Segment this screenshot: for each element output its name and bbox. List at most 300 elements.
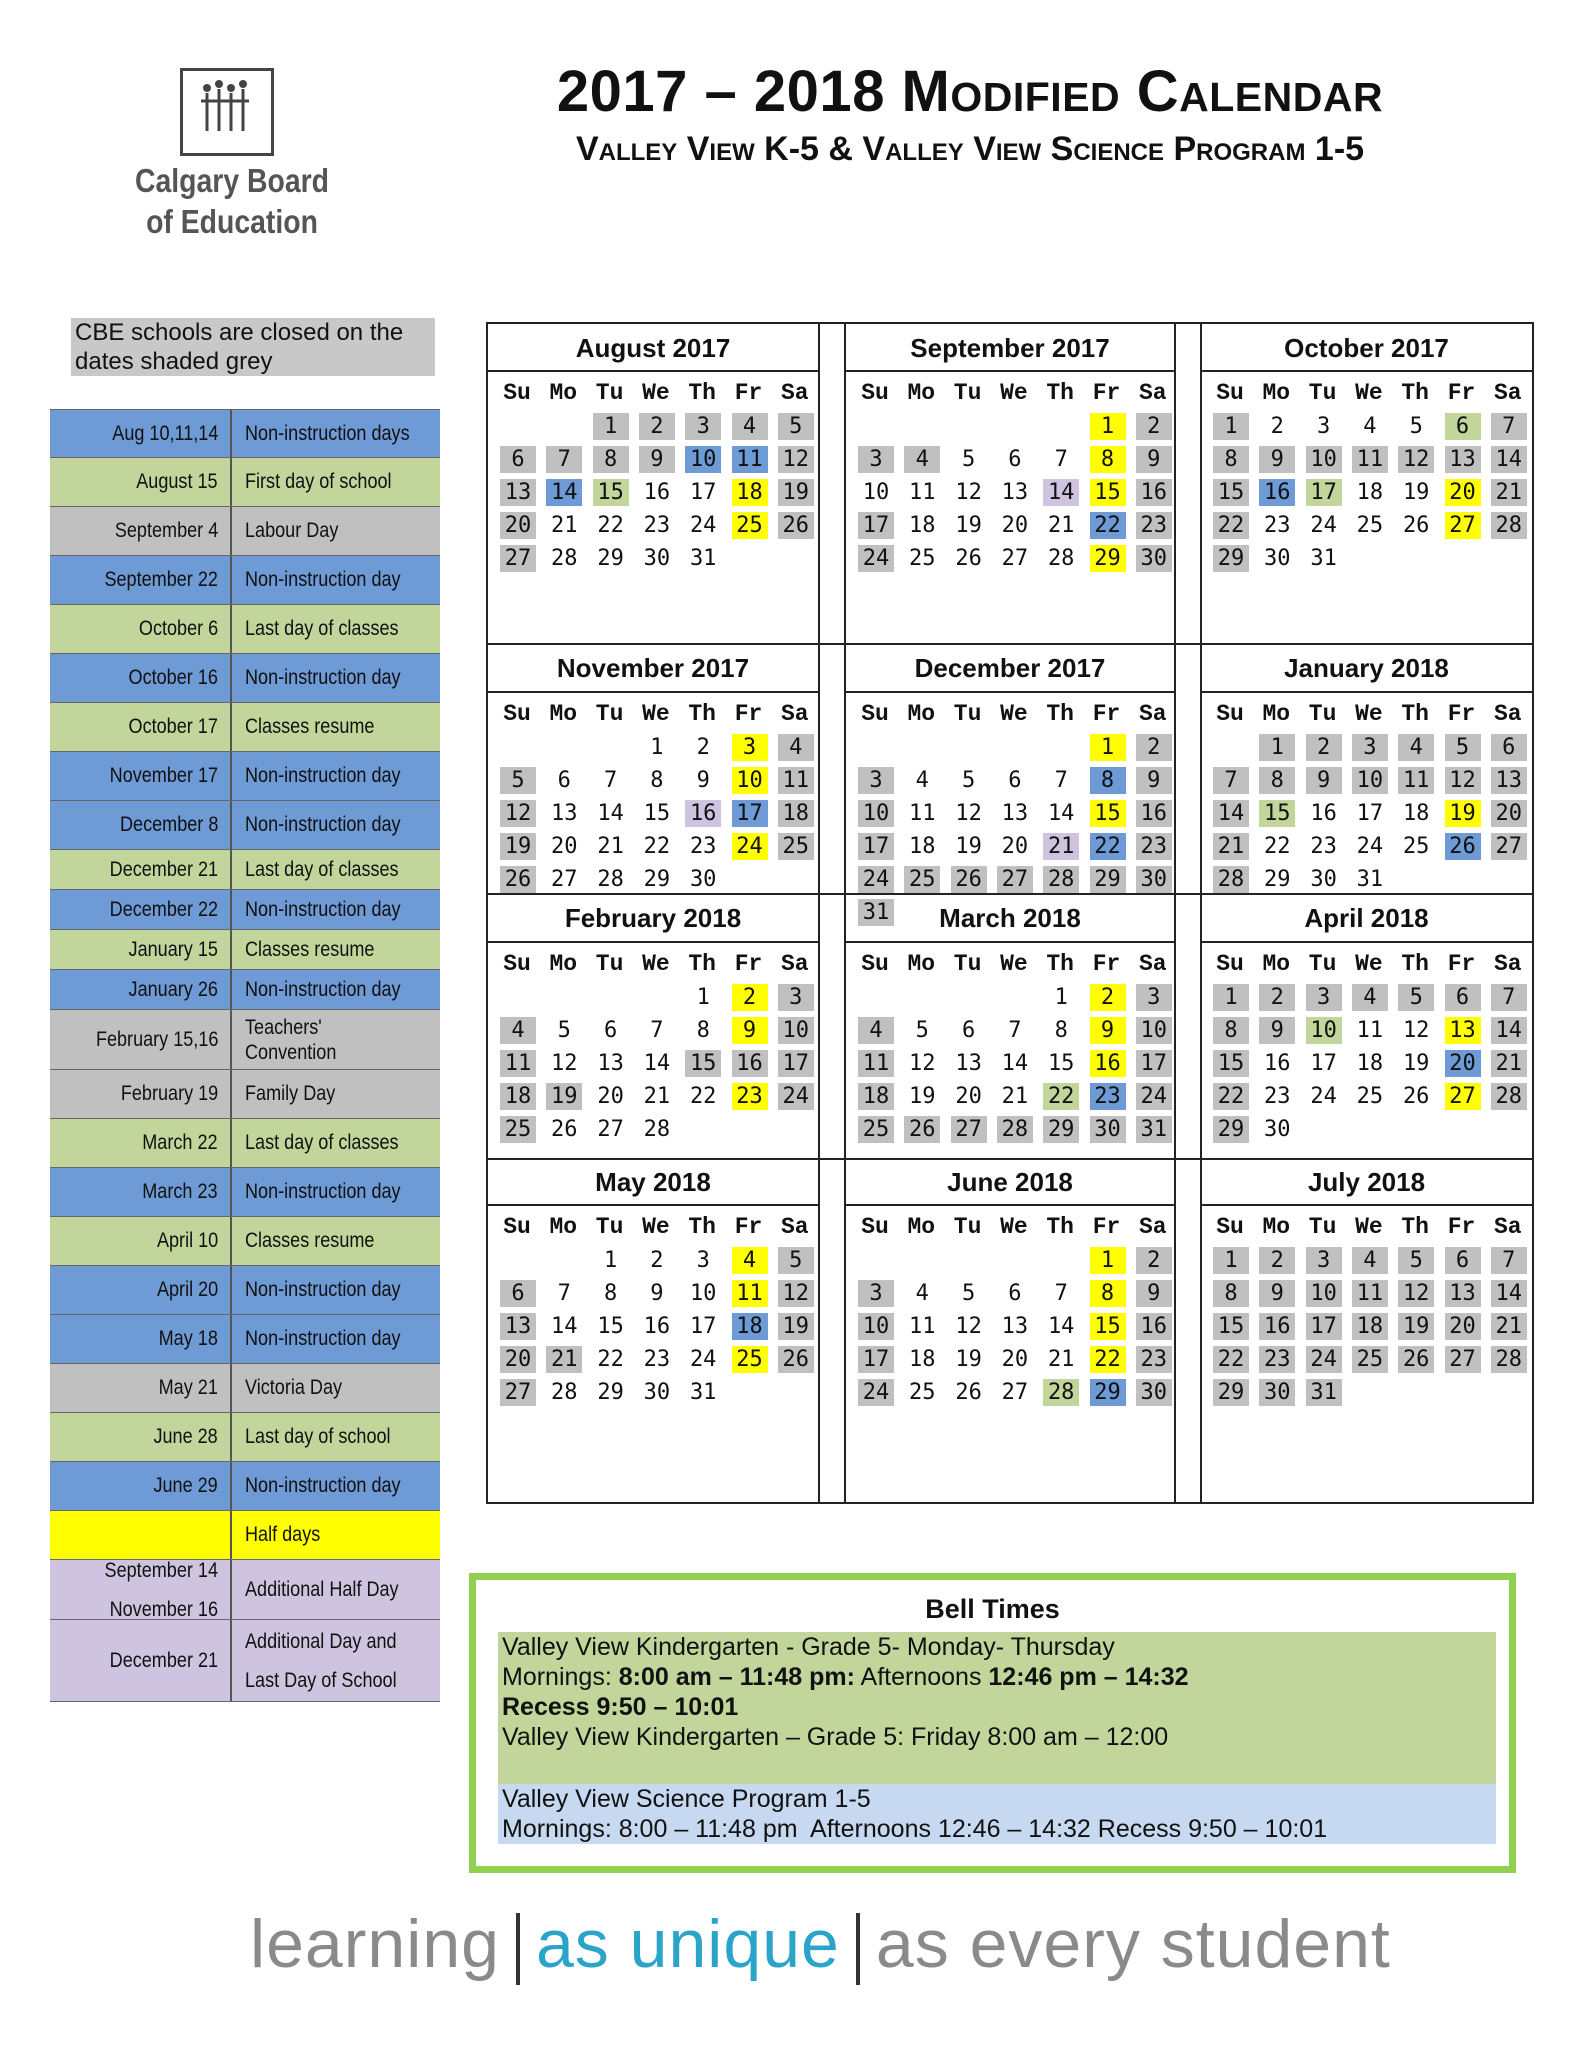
bell-times-title: Bell Times xyxy=(925,1594,1060,1624)
day-cell: 28 xyxy=(1043,1379,1079,1406)
day-cell: 3 xyxy=(778,984,814,1011)
legend-date-text: September 4 xyxy=(114,519,218,542)
weekday-label: We xyxy=(1355,380,1383,406)
day-cell: 14 xyxy=(546,479,582,506)
day-cell: 24 xyxy=(1310,1084,1337,1109)
day-cell: 28 xyxy=(1491,512,1527,539)
day-cell: 8 xyxy=(1090,1280,1126,1307)
legend-event-text: Last day of school xyxy=(245,1425,391,1448)
weekday-label: Th xyxy=(1046,701,1074,727)
legend-row xyxy=(50,703,440,752)
day-cell: 13 xyxy=(500,1313,536,1340)
legend-date-text: May 21 xyxy=(158,1376,218,1399)
legend-event xyxy=(232,556,440,604)
day-cell: 30 xyxy=(1264,546,1291,571)
day-cell: 28 xyxy=(1043,866,1079,893)
legend-row xyxy=(50,1070,440,1119)
day-cell: 22 xyxy=(1213,1083,1249,1110)
day-cell: 2 xyxy=(1259,1247,1295,1274)
day-cell: 16 xyxy=(685,800,721,827)
legend-date-text: April 10 xyxy=(156,1229,218,1252)
day-cell: 21 xyxy=(1047,1347,1075,1372)
day-cell: 7 xyxy=(557,1281,571,1306)
day-cell: 29 xyxy=(1213,545,1249,572)
day-cell: 22 xyxy=(1090,512,1126,539)
day-cell: 19 xyxy=(955,513,982,538)
day-cell: 20 xyxy=(500,1346,536,1373)
day-cell: 10 xyxy=(1306,1017,1342,1044)
day-cell: 22 xyxy=(1043,1083,1079,1110)
month-title: June 2018 xyxy=(846,1158,1174,1206)
day-cell: 8 xyxy=(1213,1017,1249,1044)
weekday-label: Su xyxy=(503,701,531,727)
day-cell: 27 xyxy=(997,866,1033,893)
day-cell: 18 xyxy=(778,800,814,827)
day-cell: 7 xyxy=(650,1018,664,1043)
day-cell: 17 xyxy=(1306,1313,1342,1340)
legend-date xyxy=(50,1168,232,1216)
weekday-label: Mo xyxy=(549,951,578,977)
day-cell: 10 xyxy=(1136,1017,1172,1044)
day-cell: 4 xyxy=(1352,984,1388,1011)
day-cell: 1 xyxy=(603,1248,618,1273)
legend-row xyxy=(50,752,440,801)
day-cell: 1 xyxy=(1259,734,1295,761)
day-cell: 23 xyxy=(1264,1084,1291,1109)
day-cell: 19 xyxy=(909,1084,936,1109)
legend-row xyxy=(50,1217,440,1266)
bell-k5-friday: Valley View Kindergarten – Grade 5: Friday 8:00 am – 12:00 xyxy=(502,1723,1169,1751)
weekday-label: Sa xyxy=(1493,380,1522,406)
weekday-label: Su xyxy=(1216,380,1244,406)
legend-date-text: May 18 xyxy=(158,1327,218,1350)
month-title: April 2018 xyxy=(1201,893,1532,943)
day-cell: 14 xyxy=(1047,1314,1075,1339)
legend-date xyxy=(50,850,232,889)
day-cell: 30 xyxy=(643,1380,671,1405)
day-cell: 11 xyxy=(909,1314,936,1339)
legend-event xyxy=(232,1010,440,1069)
day-cell: 4 xyxy=(732,413,768,440)
bell-k5-line1: Valley View Kindergarten - Grade 5- Monday- Thursday xyxy=(502,1633,1115,1661)
legend-event-text: Non-instruction day xyxy=(245,977,401,1001)
day-cell: 22 xyxy=(597,1347,624,1372)
legend-date-text: March 22 xyxy=(142,1131,218,1154)
closed-note: CBE schools are closed on the dates shaded grey xyxy=(71,318,435,376)
day-cell: 24 xyxy=(778,1083,814,1110)
legend-event-text: Additional Day and Last Day of School xyxy=(245,1629,397,1692)
day-cell: 13 xyxy=(1491,767,1527,794)
day-cell: 18 xyxy=(1356,1051,1384,1076)
day-cell: 23 xyxy=(643,513,671,538)
day-cell: 20 xyxy=(597,1084,624,1109)
day-cell: 26 xyxy=(1445,833,1481,860)
legend-date xyxy=(50,1070,232,1118)
weekday-label: Tu xyxy=(953,380,982,406)
legend-event-text: Classes resume xyxy=(245,715,375,738)
day-cell: 8 xyxy=(1054,1018,1068,1043)
day-cell: 30 xyxy=(1136,1379,1172,1406)
day-cell: 16 xyxy=(732,1050,768,1077)
day-cell: 7 xyxy=(1054,768,1068,793)
day-cell: 25 xyxy=(909,546,936,571)
day-cell: 23 xyxy=(1264,513,1291,538)
weekday-label: Th xyxy=(688,951,716,977)
day-cell: 4 xyxy=(778,734,814,761)
day-cell: 20 xyxy=(1445,1313,1481,1340)
day-cell: 23 xyxy=(1136,833,1172,860)
day-cell: 18 xyxy=(732,479,768,506)
legend-date xyxy=(50,930,232,969)
day-cell: 29 xyxy=(1043,1116,1079,1143)
day-cell: 11 xyxy=(732,1280,768,1307)
day-cell: 19 xyxy=(1398,1313,1434,1340)
day-cell: 3 xyxy=(1352,734,1388,761)
weekday-label: We xyxy=(1000,1214,1028,1240)
legend-row xyxy=(50,1364,440,1413)
day-cell: 9 xyxy=(1259,1017,1295,1044)
day-cell: 25 xyxy=(1402,834,1430,859)
legend-date xyxy=(50,1315,232,1363)
weekday-label: Th xyxy=(1046,951,1074,977)
weekday-label: We xyxy=(642,951,670,977)
day-cell: 7 xyxy=(1491,1247,1527,1274)
month-calendar xyxy=(1201,643,1532,893)
day-cell: 15 xyxy=(1090,800,1126,827)
day-cell: 31 xyxy=(1310,546,1337,571)
day-cell: 26 xyxy=(1398,1346,1434,1373)
weekday-label: Fr xyxy=(1447,1214,1476,1240)
legend-date-text: April 20 xyxy=(156,1278,218,1301)
weekday-label: Mo xyxy=(1262,951,1291,977)
day-cell: 5 xyxy=(557,1018,571,1043)
legend-date-text: October 16 xyxy=(128,666,218,689)
legend-date xyxy=(50,605,232,653)
legend-event xyxy=(232,458,440,506)
month-calendar xyxy=(846,893,1174,1158)
legend-event xyxy=(232,1266,440,1314)
day-cell: 2 xyxy=(650,1248,664,1273)
day-cell: 17 xyxy=(689,480,717,505)
grid-divider xyxy=(818,324,820,1502)
weekday-label: We xyxy=(1000,701,1028,727)
weekday-label: Tu xyxy=(595,1214,624,1240)
day-cell: 20 xyxy=(955,1084,982,1109)
legend-event-text: Non-instruction day xyxy=(245,813,401,836)
month-calendar xyxy=(846,1158,1174,1450)
day-cell: 28 xyxy=(1491,1346,1527,1373)
day-cell: 7 xyxy=(1054,447,1068,472)
day-cell: 26 xyxy=(1402,1084,1430,1109)
day-cell: 9 xyxy=(1136,1280,1172,1307)
day-cell: 19 xyxy=(778,1313,814,1340)
weekday-label: Fr xyxy=(734,951,763,977)
day-cell: 20 xyxy=(1001,1347,1029,1372)
day-cell: 4 xyxy=(915,1281,929,1306)
legend-row xyxy=(50,801,440,850)
legend-event-text: Family Day xyxy=(245,1082,336,1105)
day-cell: 9 xyxy=(1090,1017,1126,1044)
day-cell: 12 xyxy=(1445,767,1481,794)
bell-k5-line2 xyxy=(502,1662,1496,1692)
day-cell: 5 xyxy=(915,1018,929,1043)
day-cell: 31 xyxy=(1306,1379,1342,1406)
weekday-label: Mo xyxy=(549,380,578,406)
day-cell: 30 xyxy=(1259,1379,1295,1406)
day-cell: 11 xyxy=(1398,767,1434,794)
day-cell: 4 xyxy=(858,1017,894,1044)
day-cell: 25 xyxy=(909,1380,936,1405)
day-cell: 14 xyxy=(1491,1017,1527,1044)
day-cell: 5 xyxy=(500,767,536,794)
month-calendar xyxy=(488,643,818,893)
day-cell: 9 xyxy=(1259,446,1295,473)
legend-event xyxy=(232,1620,440,1701)
day-cell: 9 xyxy=(696,768,710,793)
day-cell: 17 xyxy=(778,1050,814,1077)
day-cell: 31 xyxy=(1356,867,1384,892)
day-cell: 10 xyxy=(732,767,768,794)
day-cell: 17 xyxy=(858,512,894,539)
footer-right: as every student xyxy=(875,1906,1391,1982)
day-cell: 8 xyxy=(1213,1280,1249,1307)
day-cell: 9 xyxy=(1136,446,1172,473)
day-cell: 18 xyxy=(1352,1313,1388,1340)
day-cell: 2 xyxy=(1306,734,1342,761)
weekday-label: We xyxy=(642,380,670,406)
day-cell: 1 xyxy=(650,735,664,760)
month-title: February 2018 xyxy=(488,893,818,943)
day-cell: 6 xyxy=(500,446,536,473)
legend-date xyxy=(50,890,232,929)
day-cell: 2 xyxy=(732,984,768,1011)
day-cell: 13 xyxy=(597,1051,624,1076)
day-cell: 6 xyxy=(1008,768,1022,793)
weekday-label: Su xyxy=(861,951,889,977)
day-cell: 16 xyxy=(1136,1313,1172,1340)
day-cell: 18 xyxy=(500,1083,536,1110)
legend-event-text: Additional Half Day xyxy=(245,1577,399,1601)
month-title: March 2018 xyxy=(846,893,1174,943)
legend-event xyxy=(232,890,440,929)
legend-row xyxy=(50,1620,440,1702)
month-title: January 2018 xyxy=(1201,643,1532,693)
day-cell: 17 xyxy=(689,1314,717,1339)
day-cell: 8 xyxy=(1259,767,1295,794)
day-cell: 7 xyxy=(603,768,618,793)
legend-row xyxy=(50,1168,440,1217)
day-cell: 19 xyxy=(1445,800,1481,827)
weekday-label: Sa xyxy=(1138,701,1167,727)
day-cell: 21 xyxy=(546,1346,582,1373)
day-cell: 3 xyxy=(685,413,721,440)
day-cell: 24 xyxy=(1356,834,1384,859)
legend-date xyxy=(50,654,232,702)
legend-date-text: Aug 10,11,14 xyxy=(111,421,218,445)
legend-event-text: Non-instruction day xyxy=(245,897,401,921)
legend-date xyxy=(50,801,232,849)
bell-k5-afternoons-label: Afternoons xyxy=(854,1663,989,1691)
weekday-label: Th xyxy=(1401,380,1429,406)
day-cell: 9 xyxy=(1306,767,1342,794)
day-cell: 27 xyxy=(1445,1346,1481,1373)
legend-date xyxy=(50,1266,232,1314)
day-cell: 1 xyxy=(1213,1247,1249,1274)
day-cell: 15 xyxy=(1213,479,1249,506)
day-cell: 3 xyxy=(858,446,894,473)
day-cell: 19 xyxy=(1402,1051,1430,1076)
day-cell: 23 xyxy=(732,1083,768,1110)
day-cell: 1 xyxy=(1090,413,1126,440)
day-cell: 27 xyxy=(500,545,536,572)
day-cell: 19 xyxy=(546,1083,582,1110)
day-cell: 25 xyxy=(858,1116,894,1143)
day-cell: 15 xyxy=(685,1050,721,1077)
day-cell: 20 xyxy=(1445,479,1481,506)
day-cell: 20 xyxy=(551,834,578,859)
legend-event-text: Last day of classes xyxy=(245,617,399,640)
legend-event-text: Non-instruction days xyxy=(245,421,410,445)
day-cell: 30 xyxy=(1264,1117,1291,1142)
day-cell: 5 xyxy=(961,1281,976,1306)
day-cell: 16 xyxy=(643,480,671,505)
day-cell: 7 xyxy=(1491,413,1527,440)
legend-row xyxy=(50,1560,440,1620)
legend-row xyxy=(50,409,440,458)
day-cell: 27 xyxy=(597,1117,624,1142)
day-cell: 10 xyxy=(778,1017,814,1044)
month-title: August 2017 xyxy=(488,324,818,372)
day-cell: 1 xyxy=(1213,413,1249,440)
day-cell: 11 xyxy=(1356,1018,1384,1043)
day-cell: 23 xyxy=(1310,834,1337,859)
day-cell: 29 xyxy=(1213,1116,1249,1143)
day-cell: 22 xyxy=(1264,834,1291,859)
day-cell: 28 xyxy=(1213,866,1249,893)
legend-date-text: December 21 xyxy=(109,857,218,881)
weekday-label: Th xyxy=(688,1214,716,1240)
legend-event-text: Half days xyxy=(245,1523,321,1546)
day-cell: 7 xyxy=(546,446,582,473)
legend-date-text: September 14 November 16 xyxy=(104,1558,218,1621)
weekday-label: Sa xyxy=(1493,951,1522,977)
day-cell: 30 xyxy=(1310,867,1337,892)
day-cell: 24 xyxy=(689,513,717,538)
day-cell: 17 xyxy=(1310,1051,1337,1076)
day-cell: 17 xyxy=(858,1346,894,1373)
weekday-label: Sa xyxy=(1493,701,1522,727)
day-cell: 13 xyxy=(1001,480,1029,505)
bell-k5-morning-time: 8:00 am – 11:48 pm: xyxy=(618,1663,855,1691)
day-cell: 15 xyxy=(597,1314,624,1339)
weekday-label: Fr xyxy=(1447,380,1476,406)
weekday-label: Sa xyxy=(1138,1214,1167,1240)
month-calendar xyxy=(1201,1158,1532,1450)
legend-row xyxy=(50,970,440,1010)
day-cell: 4 xyxy=(915,768,929,793)
day-cell: 21 xyxy=(597,834,624,859)
month-calendar xyxy=(488,893,818,1158)
legend-row xyxy=(50,1266,440,1315)
legend-event-text: Non-instruction day xyxy=(245,1278,401,1301)
day-cell: 2 xyxy=(639,413,675,440)
weekday-label: Fr xyxy=(1447,701,1476,727)
weekday-label: We xyxy=(1000,951,1028,977)
weekday-label: Mo xyxy=(907,951,936,977)
day-cell: 11 xyxy=(858,1050,894,1077)
weekday-label: Tu xyxy=(1308,1214,1337,1240)
day-cell: 29 xyxy=(643,867,671,892)
legend-date-text: March 23 xyxy=(142,1180,218,1203)
legend-row xyxy=(50,890,440,930)
day-cell: 30 xyxy=(689,867,717,892)
day-cell: 2 xyxy=(1136,1247,1172,1274)
day-cell: 19 xyxy=(500,833,536,860)
day-cell: 27 xyxy=(1491,833,1527,860)
day-cell: 28 xyxy=(1491,1083,1527,1110)
day-cell: 6 xyxy=(1445,1247,1481,1274)
legend-event xyxy=(232,654,440,702)
legend-date xyxy=(50,703,232,751)
legend-event xyxy=(232,1315,440,1363)
day-cell: 25 xyxy=(904,866,940,893)
day-cell: 23 xyxy=(1259,1346,1295,1373)
legend-event-text: Classes resume xyxy=(245,937,375,961)
weekday-label: Fr xyxy=(1447,951,1476,977)
day-cell: 26 xyxy=(904,1116,940,1143)
day-cell: 25 xyxy=(1356,513,1384,538)
legend-date-text: October 17 xyxy=(128,715,218,738)
legend-table xyxy=(50,409,440,1702)
day-cell: 20 xyxy=(1001,834,1029,859)
weekday-label: Su xyxy=(861,1214,889,1240)
day-cell: 24 xyxy=(689,1347,717,1372)
day-cell: 14 xyxy=(1047,801,1075,826)
day-cell: 17 xyxy=(732,800,768,827)
day-cell: 8 xyxy=(696,1018,710,1043)
legend-date xyxy=(50,1462,232,1510)
day-cell: 12 xyxy=(1398,1280,1434,1307)
day-cell: 8 xyxy=(593,446,629,473)
legend-event-text: First day of school xyxy=(245,470,392,493)
day-cell: 28 xyxy=(997,1116,1033,1143)
legend-date xyxy=(50,1413,232,1461)
day-cell: 11 xyxy=(909,480,936,505)
day-cell: 30 xyxy=(1136,866,1172,893)
day-cell: 5 xyxy=(961,447,976,472)
grid-divider xyxy=(1174,324,1176,1502)
day-cell: 10 xyxy=(1306,446,1342,473)
day-cell: 14 xyxy=(643,1051,671,1076)
day-cell: 13 xyxy=(955,1051,982,1076)
legend-event xyxy=(232,1560,440,1619)
day-cell: 20 xyxy=(1001,513,1029,538)
legend-date xyxy=(50,1010,232,1069)
bell-k5-mornings-label: Mornings: xyxy=(502,1663,619,1691)
day-cell: 18 xyxy=(1356,480,1384,505)
day-cell: 22 xyxy=(597,513,624,538)
day-cell: 17 xyxy=(858,833,894,860)
legend-event-text: Classes resume xyxy=(245,1229,375,1252)
day-cell: 8 xyxy=(1090,767,1126,794)
day-cell: 21 xyxy=(1491,479,1527,506)
day-cell: 16 xyxy=(643,1314,671,1339)
day-cell: 15 xyxy=(1259,800,1295,827)
day-cell: 22 xyxy=(1090,833,1126,860)
month-title: November 2017 xyxy=(488,643,818,693)
day-cell: 27 xyxy=(1001,546,1029,571)
day-cell: 12 xyxy=(778,446,814,473)
